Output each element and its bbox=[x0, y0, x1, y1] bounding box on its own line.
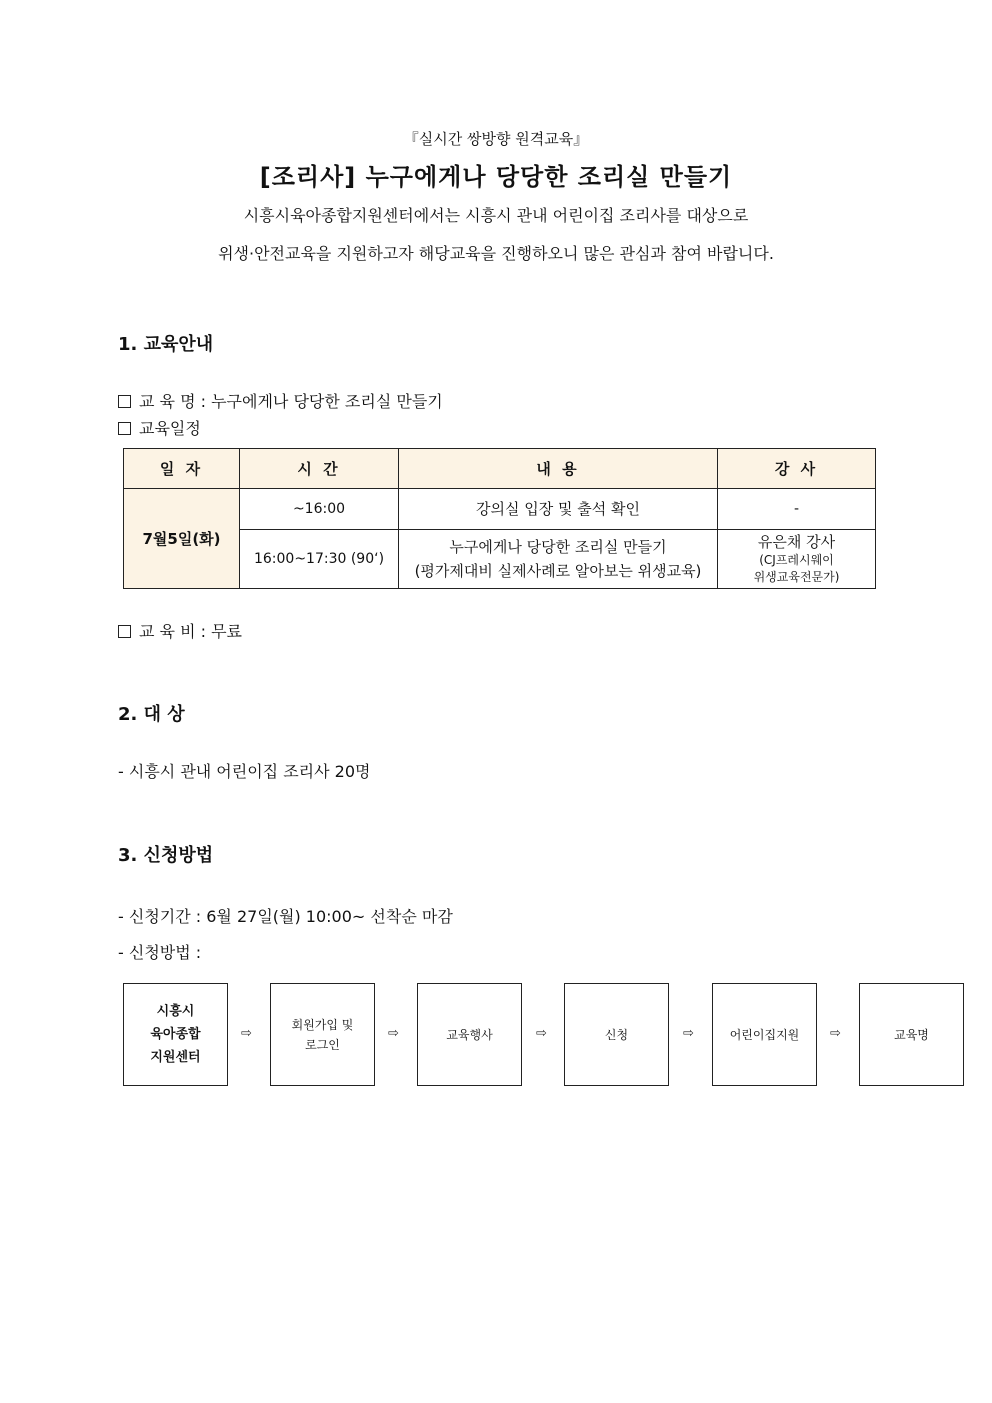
content-cell bbox=[399, 530, 718, 589]
fee-text: 교 육 비 : 무료 bbox=[139, 622, 243, 641]
target-line: - 시흥시 관내 어린이집 조리사 20명 bbox=[118, 762, 371, 781]
instructor-note-1: (CJ프레시웨이 bbox=[759, 553, 834, 567]
checkbox-icon bbox=[118, 395, 131, 408]
course-name-line bbox=[118, 389, 443, 412]
step-label: 교육명 bbox=[894, 1027, 929, 1042]
document-subtitle: 『실시간 쌍방향 원격교육』 bbox=[403, 130, 589, 148]
schedule-label-text: 교육일정 bbox=[139, 419, 201, 438]
period-line: - 신청기간 : 6월 27일(월) 10:00~ 선착순 마감 bbox=[118, 907, 453, 926]
table-header-row bbox=[124, 449, 876, 489]
schedule-table bbox=[123, 448, 876, 589]
header-date: 일 자 bbox=[124, 449, 240, 489]
step-label: 교육행사 bbox=[446, 1027, 493, 1042]
header-instructor: 강 사 bbox=[718, 449, 876, 489]
arrow-right-icon: ⇨ bbox=[830, 1026, 841, 1041]
checkbox-icon bbox=[118, 422, 131, 435]
intro-line-2: 위생·안전교육을 지원하고자 해당교육을 진행하오니 많은 관심과 참여 바랍니다. bbox=[218, 244, 774, 263]
step-box-5 bbox=[712, 983, 817, 1086]
step-label: 신청 bbox=[604, 1027, 629, 1042]
step-label: 지원센터 bbox=[150, 1050, 201, 1065]
step-label: 시흥시 bbox=[156, 1004, 195, 1019]
date-cell: 7월5일(화) bbox=[124, 489, 240, 589]
document-title: [조리사] 누구에게나 당당한 조리실 만들기 bbox=[259, 163, 733, 191]
time-cell: 16:00~17:30 (90‘) bbox=[240, 530, 399, 589]
section-1-heading: 1. 교육안내 bbox=[118, 334, 214, 355]
content-cell bbox=[399, 489, 718, 530]
arrow-right-icon: ⇨ bbox=[683, 1026, 694, 1041]
instructor-name: 유은채 강사 bbox=[757, 533, 836, 551]
step-label: 회원가입 및 bbox=[291, 1017, 354, 1032]
content-text: 강의실 입장 및 출석 확인 bbox=[476, 500, 640, 518]
step-box-6 bbox=[859, 983, 964, 1086]
method-line: - 신청방법 : bbox=[118, 943, 202, 962]
content-subtext: (평가제대비 실제사례로 알아보는 위생교육) bbox=[414, 562, 702, 580]
content-text: 누구에게나 당당한 조리실 만들기 bbox=[449, 538, 667, 556]
fee-line bbox=[118, 619, 242, 642]
instructor-note-2: 위생교육전문가) bbox=[753, 570, 840, 584]
step-label: 육아종합 bbox=[150, 1027, 201, 1042]
step-box-4 bbox=[564, 983, 669, 1086]
arrow-right-icon: ⇨ bbox=[388, 1026, 399, 1041]
step-label: 어린이집지원 bbox=[729, 1027, 800, 1042]
instructor-cell bbox=[718, 530, 876, 589]
intro-line-1: 시흥시육아종합지원센터에서는 시흥시 관내 어린이집 조리사를 대상으로 bbox=[243, 206, 749, 225]
checkbox-icon bbox=[118, 625, 131, 638]
arrow-right-icon: ⇨ bbox=[241, 1026, 252, 1041]
step-box-3 bbox=[417, 983, 522, 1086]
schedule-label-line bbox=[118, 416, 201, 439]
instructor-cell: - bbox=[718, 489, 876, 530]
time-cell: ~16:00 bbox=[240, 489, 399, 530]
header-time: 시 간 bbox=[240, 449, 399, 489]
course-name-text: 교 육 명 : 누구에게나 당당한 조리실 만들기 bbox=[139, 392, 443, 411]
step-box-1 bbox=[123, 983, 228, 1086]
section-2-heading: 2. 대 상 bbox=[118, 704, 185, 725]
step-box-2 bbox=[270, 983, 375, 1086]
arrow-right-icon: ⇨ bbox=[536, 1026, 547, 1041]
step-label: 로그인 bbox=[305, 1037, 340, 1052]
section-3-heading: 3. 신청방법 bbox=[118, 845, 214, 866]
header-content: 내 용 bbox=[399, 449, 718, 489]
table-row bbox=[124, 489, 876, 530]
